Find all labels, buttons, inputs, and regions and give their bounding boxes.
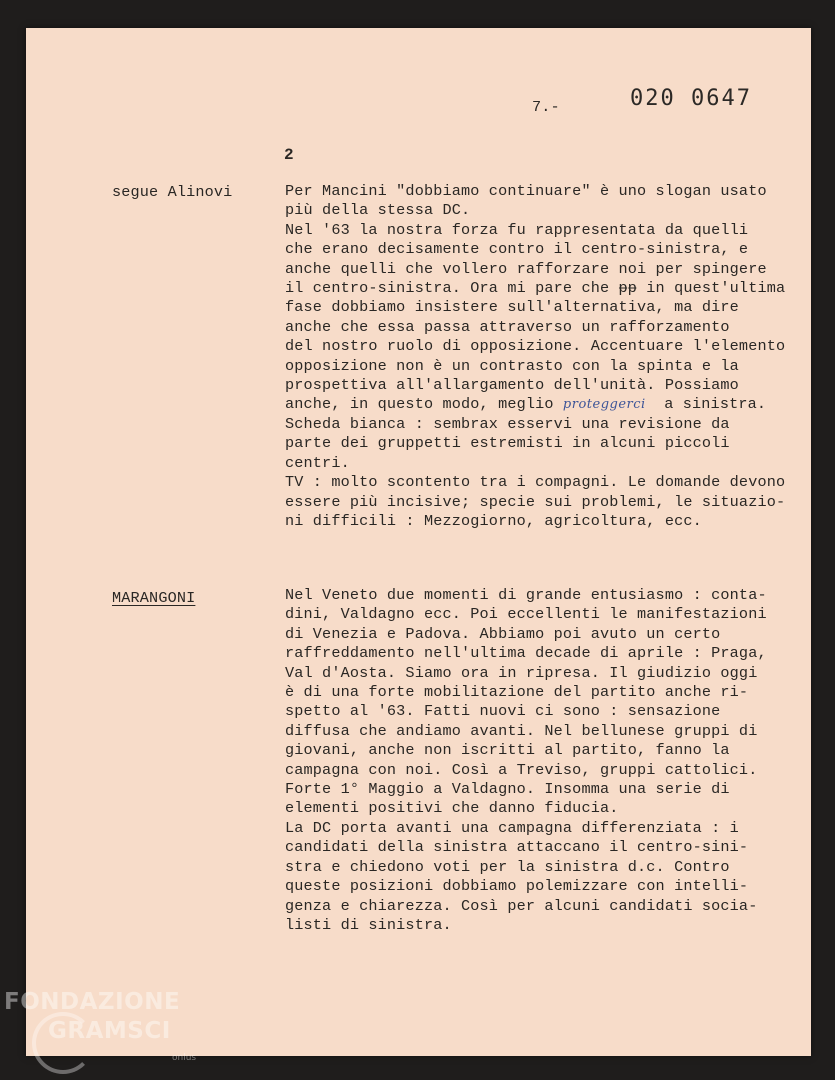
text-line: spetto al '63. Fatti nuovi ci sono : sensazione xyxy=(285,702,721,721)
watermark-line: onlus xyxy=(172,1053,197,1063)
watermark-line: FONDAZIONE xyxy=(4,989,181,1015)
text-line-with-handwriting xyxy=(285,395,805,414)
text-line: elementi positivi che danno fiducia. xyxy=(285,799,619,818)
text-line: TV : molto scontento tra i compagni. Le domande devono xyxy=(285,473,786,492)
text-line: opposizione non è un contrasto con la spinta e la xyxy=(285,356,739,375)
text-line: più della stessa DC. xyxy=(285,201,471,220)
speaker-label-marangoni: MARANGONI xyxy=(112,589,196,607)
text-line: queste posizioni dobbiamo polemizzare con intelli- xyxy=(285,877,749,896)
text-line: Val d'Aosta. Siamo ora in ripresa. Il giudizio oggi xyxy=(285,663,758,682)
text-line: il centro-sinistra. Ora mi pare che ᵽᵽ in quest'ultima xyxy=(285,279,786,298)
watermark xyxy=(4,988,197,1063)
handwritten-insertion: proteggerci xyxy=(562,397,646,413)
text-line: è di una forte mobilitazione del partito anche ri- xyxy=(285,683,749,702)
text-line: di Venezia e Padova. Abbiamo poi avuto un certo xyxy=(285,624,721,643)
text-line: Per Mancini "dobbiamo continuare" è uno slogan usato xyxy=(285,182,767,200)
text-line: giovani, anche non iscritti al partito, fanno la xyxy=(285,741,730,760)
handwritten-mark: 2 xyxy=(284,146,294,164)
text-line: anche che essa passa attraverso un rafforzamento xyxy=(285,317,730,336)
text-line: Forte 1° Maggio a Valdagno. Insomma una serie di xyxy=(285,780,730,799)
text-line: Scheda bianca : sembrax esservi una revisione da xyxy=(285,414,730,433)
text-line: genza e chiarezza. Così per alcuni candidati socia- xyxy=(285,896,758,915)
speech-paragraph-alinovi xyxy=(285,182,805,531)
document-page xyxy=(26,28,811,1056)
text-fragment: a sinistra. xyxy=(645,395,767,414)
text-line: essere più incisive; specie sui problemi, le situazio- xyxy=(285,492,786,511)
text-line: campagna con noi. Così a Treviso, gruppi cattolici. xyxy=(285,760,758,779)
text-line: diffusa che andiamo avanti. Nel bellunese gruppi di xyxy=(285,721,758,740)
text-line: listi di sinistra. xyxy=(285,915,452,934)
text-line: anche quelli che vollero rafforzare noi per spingere xyxy=(285,259,767,278)
text-line: stra e chiedono voti per la sinistra d.c. Contro xyxy=(285,857,730,876)
page-number: 7.- xyxy=(532,98,560,116)
text-line: candidati della sinistra attaccano il centro-sini- xyxy=(285,838,749,857)
text-line: Nel Veneto due momenti di grande entusiasmo : conta- xyxy=(285,586,767,604)
text-line: ni difficili : Mezzogiorno, agricoltura, ecc. xyxy=(285,511,702,530)
text-fragment: anche, in questo modo, meglio xyxy=(285,395,563,414)
text-line: raffreddamento nell'ultima decade di aprile : Praga, xyxy=(285,644,767,663)
text-line: Nel '63 la nostra forza fu rappresentata da quelli xyxy=(285,220,749,239)
watermark-line: GRAMSCI xyxy=(48,1018,171,1044)
text-line: che erano decisamente contro il centro-sinistra, e xyxy=(285,240,749,259)
archive-stamp-number: 020 0647 xyxy=(630,86,752,111)
speaker-label-alinovi: segue Alinovi xyxy=(112,183,233,201)
text-line: dini, Valdagno ecc. Poi eccellenti le manifestazioni xyxy=(285,605,767,624)
speech-paragraph-marangoni xyxy=(285,586,805,935)
text-line: centri. xyxy=(285,453,350,472)
text-line: fase dobbiamo insistere sull'alternativa, ma dire xyxy=(285,298,739,317)
text-line: del nostro ruolo di opposizione. Accentuare l'elemento xyxy=(285,337,786,356)
text-line: parte dei gruppetti estremisti in alcuni piccoli xyxy=(285,434,730,453)
text-line: prospettiva all'allargamento dell'unità. Possiamo xyxy=(285,376,739,395)
text-line: La DC porta avanti una campagna differenziata : i xyxy=(285,818,739,837)
